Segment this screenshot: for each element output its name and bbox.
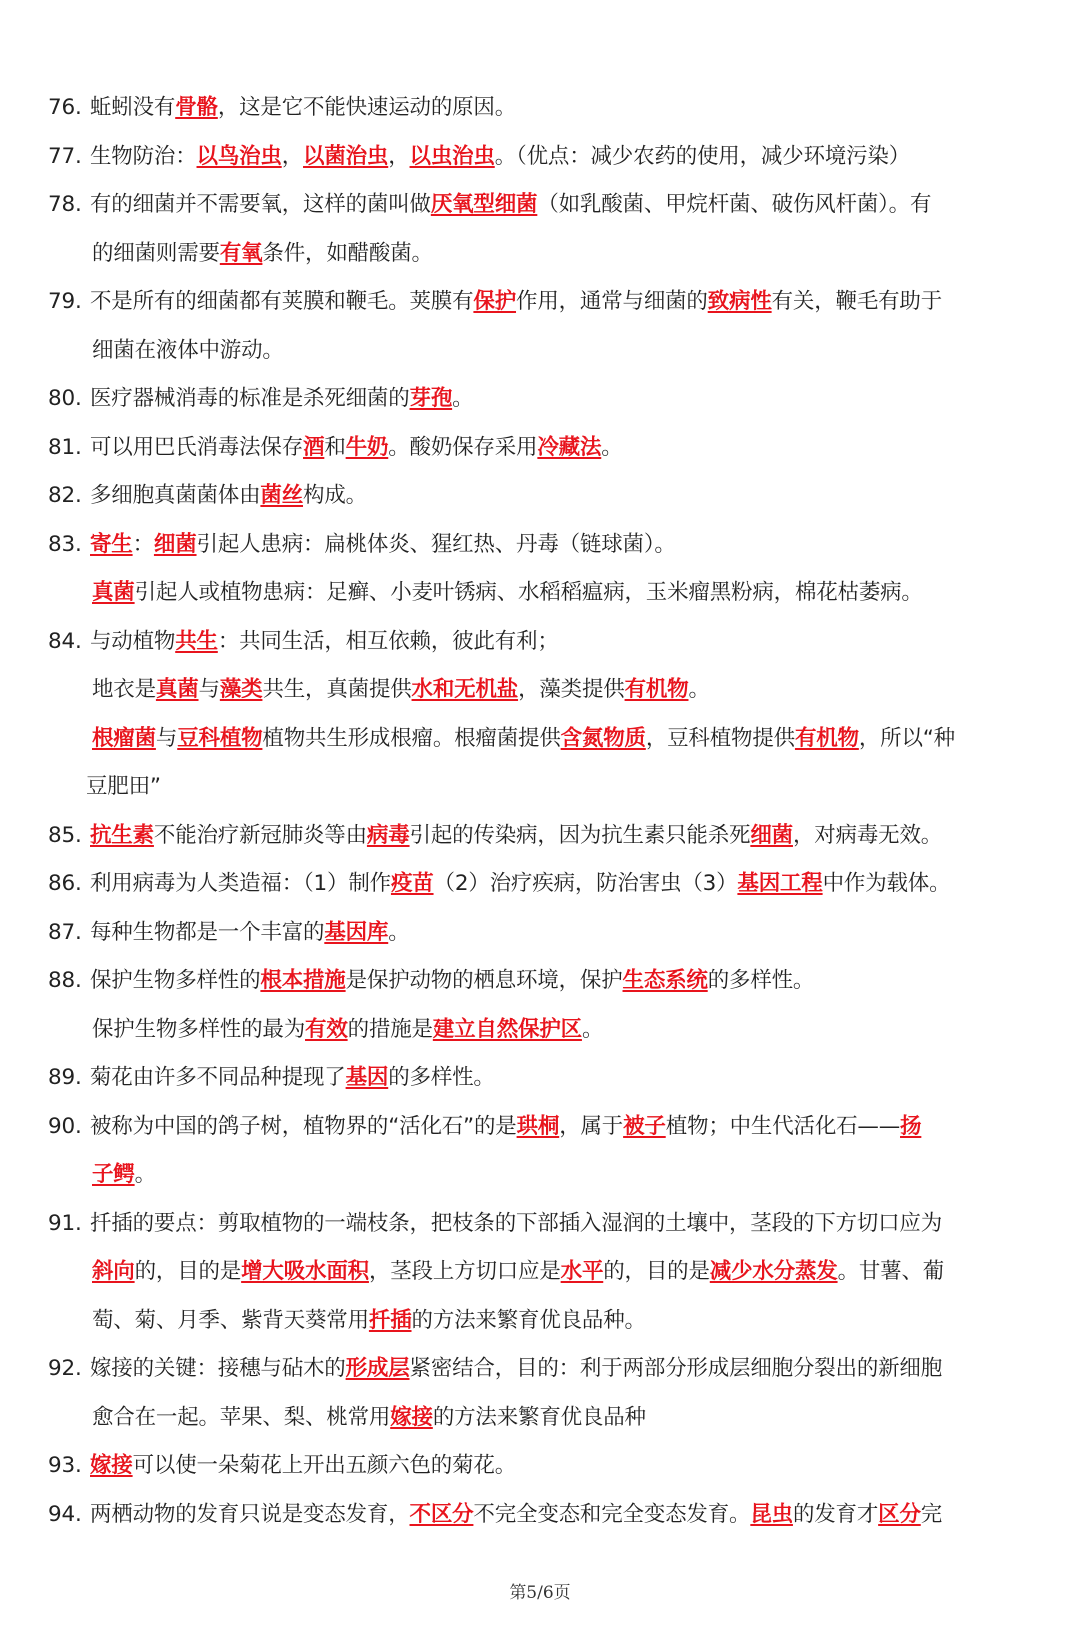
- note-item: [48, 1491, 1038, 1540]
- note-number: 78.: [48, 192, 82, 217]
- note-text-segment: 紧密结合，目的：利于两部分形成层细胞分裂出的新细胞: [409, 1356, 943, 1381]
- note-item: [48, 133, 1038, 182]
- keyword-highlight: 斜向: [92, 1259, 135, 1284]
- keyword-highlight: 有氧: [219, 240, 263, 266]
- note-number: 86.: [48, 871, 82, 896]
- keyword-highlight: 根瘤菌: [92, 725, 156, 751]
- keyword-highlight: 被子: [623, 1113, 666, 1139]
- note-number: 81.: [48, 434, 82, 460]
- note-continuation: [48, 230, 1038, 279]
- keyword-highlight: 藻类: [219, 677, 263, 702]
- note-item: [48, 84, 1038, 133]
- note-item: [48, 1200, 1038, 1249]
- keyword-highlight: 形成层: [345, 1356, 410, 1381]
- note-continuation: [48, 1151, 1038, 1200]
- keyword-highlight: 牛奶: [345, 434, 389, 460]
- note-item: [48, 424, 1038, 473]
- note-text-segment: 构成。: [303, 483, 367, 508]
- note-text-segment: 可以使一朵菊花上开出五颜六色的菊花。: [132, 1453, 517, 1478]
- notes-list: [48, 84, 1038, 1539]
- keyword-highlight: 冷藏法: [537, 434, 602, 460]
- keyword-highlight: 增大吸水面积: [241, 1259, 369, 1284]
- keyword-highlight: 嫁接: [390, 1404, 433, 1430]
- note-text-segment: ，茎段上方切口应是: [368, 1259, 561, 1284]
- note-text-segment: 作用，通常与细菌的: [516, 289, 708, 314]
- keyword-highlight: 水平: [560, 1259, 604, 1284]
- note-text-segment: ：共同生活，相互依赖，彼此有利；: [217, 628, 559, 654]
- note-text-segment: 细菌在液体中游动。: [92, 337, 284, 363]
- note-text-segment: 的多样性。: [707, 968, 815, 993]
- note-number: 77.: [48, 143, 82, 169]
- keyword-highlight: 嫁接: [90, 1453, 133, 1478]
- keyword-highlight: 不区分: [409, 1501, 474, 1527]
- note-text-segment: 的措施是: [347, 1016, 433, 1042]
- note-continuation: [48, 763, 1038, 812]
- keyword-highlight: 减少水分蒸发: [709, 1259, 838, 1284]
- note-text-segment: 完: [920, 1501, 943, 1527]
- note-text-segment: 与: [155, 725, 178, 751]
- note-text-segment: 。: [134, 1162, 156, 1187]
- note-text-segment: 利用病毒为人类造福：（1）制作: [90, 871, 391, 896]
- note-continuation: [48, 1248, 1038, 1297]
- note-number: 89.: [48, 1065, 82, 1090]
- note-text-segment: 的多样性。: [388, 1065, 495, 1090]
- keyword-highlight: 细菌: [750, 822, 793, 848]
- note-text-segment: 。（优点：减少农药的使用，减少环境污染）: [494, 143, 911, 169]
- note-number: 93.: [48, 1453, 82, 1478]
- note-item: [48, 957, 1038, 1006]
- note-text-segment: 蚯蚓没有: [90, 95, 176, 120]
- note-text-segment: 不能治疗新冠肺炎等由: [153, 822, 367, 848]
- keyword-highlight: 细菌: [153, 531, 197, 557]
- note-item: [48, 472, 1038, 521]
- note-text-segment: 有的细菌并不需要氧，这样的菌叫做: [90, 192, 431, 217]
- note-text-segment: ，对病毒无效。: [792, 822, 943, 848]
- note-text-segment: 植物；中生代活化石——: [665, 1113, 901, 1139]
- note-item: [48, 521, 1038, 570]
- note-text: [90, 521, 1038, 570]
- note-text-segment: 保护生物多样性的: [90, 968, 261, 993]
- note-text-segment: 有关，鞭毛有助于: [771, 289, 943, 314]
- note-text-segment: 与: [198, 677, 220, 702]
- note-text-segment: 引起人患病：扁桃体炎、猩红热、丹毒（链球菌）。: [196, 531, 676, 557]
- note-text-segment: 多细胞真菌菌体由: [90, 483, 261, 508]
- keyword-highlight: 有效: [305, 1016, 348, 1042]
- note-text-segment: 愈合在一起。苹果、梨、桃常用: [92, 1404, 391, 1430]
- note-text-segment: 。: [601, 434, 623, 460]
- note-text-segment: 。: [452, 386, 474, 411]
- note-text-segment: （2）治疗疾病，防治害虫（3）: [433, 871, 738, 896]
- note-text: [90, 1345, 1038, 1394]
- note-text: [90, 472, 1038, 521]
- note-item: [48, 1054, 1038, 1103]
- keyword-highlight: 含氮物质: [560, 725, 646, 751]
- note-text-segment: 。: [388, 919, 410, 945]
- note-text-segment: 萄、菊、月季、紫背天葵常用: [92, 1307, 369, 1333]
- note-number: 85.: [48, 822, 82, 848]
- note-text-segment: 地衣是: [92, 677, 156, 702]
- note-text-segment: 。甘薯、葡: [837, 1259, 945, 1284]
- note-continuation: [48, 666, 1038, 715]
- note-number: 79.: [48, 289, 82, 314]
- note-text-segment: （如乳酸菌、甲烷杆菌、破伤风杆菌）。有: [537, 192, 932, 217]
- note-text: [90, 1054, 1038, 1103]
- note-text-segment: 植物共生形成根瘤。根瘤菌提供: [262, 725, 561, 751]
- note-text-segment: 的细菌则需要: [92, 240, 220, 266]
- note-continuation: [48, 715, 1038, 764]
- note-item: [48, 181, 1038, 230]
- note-text: [90, 1491, 1038, 1540]
- keyword-highlight: 建立自然保护区: [432, 1016, 582, 1042]
- note-text-segment: ，豆科植物提供: [645, 725, 795, 751]
- note-text-segment: 的，目的是: [603, 1259, 710, 1284]
- keyword-highlight: 骨骼: [175, 95, 218, 120]
- note-text: [90, 133, 1038, 182]
- keyword-highlight: 豆科植物: [177, 725, 263, 751]
- note-number: 82.: [48, 483, 82, 508]
- keyword-highlight: 菌丝: [260, 483, 304, 508]
- keyword-highlight: 生态系统: [622, 968, 708, 993]
- note-continuation: [48, 1006, 1038, 1055]
- note-number: 88.: [48, 968, 82, 993]
- keyword-highlight: 扬: [900, 1113, 922, 1139]
- note-text-segment: 保护生物多样性的最为: [92, 1016, 306, 1042]
- keyword-highlight: 昆虫: [750, 1501, 793, 1527]
- keyword-highlight: 根本措施: [260, 968, 346, 993]
- keyword-highlight: 真菌: [92, 580, 135, 605]
- note-text-segment: 共生，真菌提供: [262, 677, 412, 702]
- note-number: 87.: [48, 919, 82, 945]
- note-text-segment: ，所以“种: [858, 725, 955, 751]
- note-item: [48, 618, 1038, 667]
- note-text-segment: 引起的传染病，因为抗生素只能杀死: [409, 822, 751, 848]
- note-text-segment: 菊花由许多不同品种提现了: [90, 1065, 346, 1090]
- keyword-highlight: 珙桐: [516, 1113, 560, 1139]
- keyword-highlight: 真菌: [155, 677, 199, 702]
- note-text-segment: 和: [324, 434, 346, 460]
- note-continuation: [48, 1394, 1038, 1443]
- note-item: [48, 278, 1038, 327]
- note-continuation: [48, 1297, 1038, 1346]
- note-number: 94.: [48, 1501, 82, 1527]
- keyword-highlight: 以菌治虫: [303, 143, 389, 169]
- note-text-segment: 每种生物都是一个丰富的: [90, 919, 325, 945]
- keyword-highlight: 基因工程: [737, 871, 823, 896]
- keyword-highlight: 疫苗: [390, 871, 434, 896]
- note-number: 84.: [48, 628, 82, 654]
- keyword-highlight: 以虫治虫: [409, 143, 495, 169]
- note-text-segment: 的发育才: [792, 1501, 879, 1527]
- keyword-highlight: 水和无机盐: [411, 677, 519, 702]
- note-item: [48, 909, 1038, 958]
- page-number: 第5/6页: [509, 1583, 571, 1603]
- note-text-segment: 豆肥田”: [86, 774, 161, 799]
- note-continuation: [48, 327, 1038, 376]
- note-text-segment: 医疗器械消毒的标准是杀死细菌的: [90, 386, 410, 411]
- note-text: [90, 181, 1038, 230]
- note-text-segment: 引起人或植物患病：足癣、小麦叶锈病、水稻稻瘟病，玉米瘤黑粉病，棉花枯萎病。: [134, 580, 923, 605]
- note-text-segment: 被称为中国的鸽子树，植物界的“活化石”的是: [90, 1113, 517, 1139]
- note-item: [48, 1345, 1038, 1394]
- note-text-segment: 生物防治：: [90, 143, 197, 169]
- keyword-highlight: 有机物: [624, 677, 689, 702]
- note-text-segment: 中作为载体。: [822, 871, 951, 896]
- note-text-segment: ，: [281, 143, 304, 169]
- note-text-segment: 的，目的是: [134, 1259, 242, 1284]
- note-text: [90, 278, 1038, 327]
- note-item: [48, 1442, 1038, 1491]
- keyword-highlight: 致病性: [707, 289, 772, 314]
- note-text-segment: ，这是它不能快速运动的原因。: [217, 95, 517, 120]
- note-text-segment: 与动植物: [90, 628, 176, 654]
- keyword-highlight: 酒: [303, 434, 325, 460]
- note-text-segment: 的方法来繁育优良品种: [432, 1404, 646, 1430]
- note-text-segment: 嫁接的关键：接穗与砧木的: [90, 1356, 346, 1381]
- note-item: [48, 1103, 1038, 1152]
- note-text-segment: 条件，如醋酸菌。: [262, 240, 433, 266]
- note-continuation: [48, 569, 1038, 618]
- note-text-segment: 不是所有的细菌都有荚膜和鞭毛。荚膜有: [90, 289, 474, 314]
- note-text: [90, 812, 1038, 861]
- note-number: 80.: [48, 386, 82, 411]
- note-number: 83.: [48, 531, 82, 557]
- note-text: [90, 909, 1038, 958]
- note-text-segment: ，属于: [559, 1113, 624, 1139]
- keyword-highlight: 基因: [345, 1065, 389, 1090]
- keyword-highlight: 保护: [473, 289, 517, 314]
- keyword-highlight: 共生: [175, 628, 218, 654]
- note-number: 76.: [48, 95, 82, 120]
- note-text-segment: 扦插的要点：剪取植物的一端枝条，把枝条的下部插入湿润的土壤中，茎段的下方切口应为: [90, 1210, 943, 1236]
- note-text-segment: 。: [581, 1016, 604, 1042]
- note-text: [90, 618, 1038, 667]
- keyword-highlight: 基因库: [324, 919, 389, 945]
- note-text-segment: 的方法来繁育优良品种。: [411, 1307, 646, 1333]
- note-number: 90.: [48, 1113, 82, 1139]
- note-text-segment: ：: [132, 531, 154, 557]
- keyword-highlight: 芽孢: [409, 386, 453, 411]
- keyword-highlight: 子鳄: [92, 1162, 135, 1187]
- note-item: [48, 812, 1038, 861]
- keyword-highlight: 扦插: [368, 1307, 412, 1333]
- note-text: [90, 84, 1038, 133]
- note-number: 91.: [48, 1210, 82, 1236]
- note-item: [48, 375, 1038, 424]
- keyword-highlight: 有机物: [794, 725, 859, 751]
- note-text-segment: 。: [688, 677, 710, 702]
- note-text: [90, 1442, 1038, 1491]
- note-text-segment: ，: [388, 143, 410, 169]
- note-text: [90, 1103, 1038, 1152]
- note-text: [90, 424, 1038, 473]
- note-text-segment: 是保护动物的栖息环境，保护: [345, 968, 623, 993]
- note-text-segment: 不完全变态和完全变态发育。: [473, 1501, 751, 1527]
- note-text-segment: 两栖动物的发育只说是变态发育，: [90, 1501, 410, 1527]
- note-number: 92.: [48, 1356, 82, 1381]
- note-item: [48, 860, 1038, 909]
- keyword-highlight: 区分: [878, 1501, 921, 1527]
- keyword-highlight: 厌氧型细菌: [430, 192, 538, 217]
- note-text: [90, 957, 1038, 1006]
- keyword-highlight: 病毒: [366, 822, 410, 848]
- keyword-highlight: 以鸟治虫: [196, 143, 282, 169]
- note-text-segment: 。酸奶保存采用: [388, 434, 538, 460]
- note-text: [90, 1200, 1038, 1249]
- note-text-segment: ，藻类提供: [518, 677, 625, 702]
- note-text: [90, 860, 1038, 909]
- keyword-highlight: 寄生: [90, 531, 133, 557]
- note-text: [90, 375, 1038, 424]
- keyword-highlight: 抗生素: [90, 822, 154, 848]
- note-text-segment: 可以用巴氏消毒法保存: [90, 434, 304, 460]
